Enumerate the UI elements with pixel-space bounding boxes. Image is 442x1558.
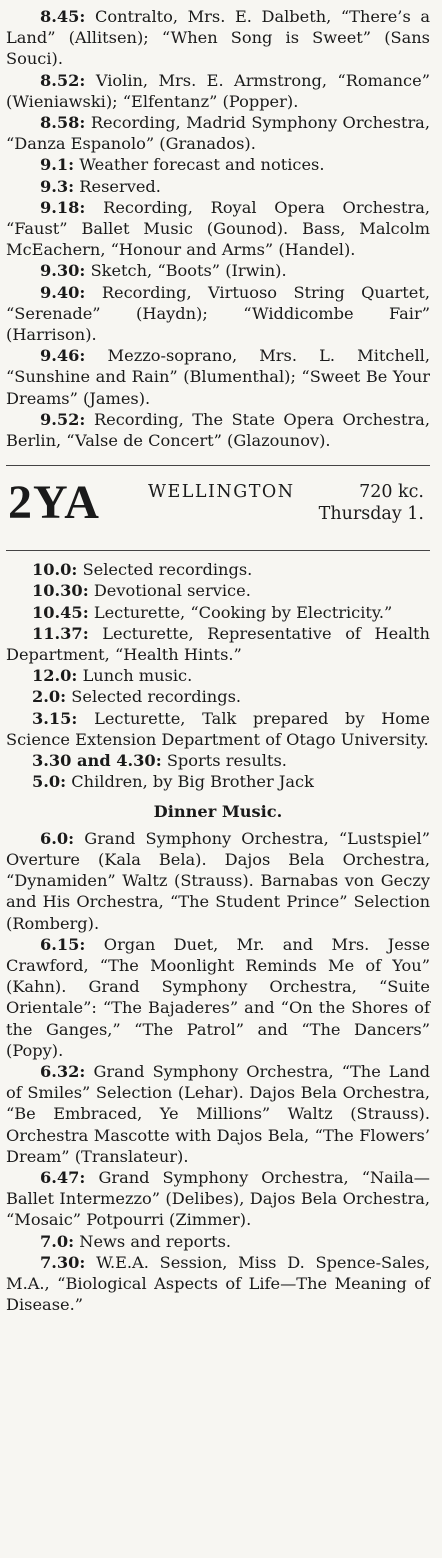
programme-entry [6,1231,430,1252]
station-city: WELLINGTON [148,482,295,503]
programme-entry [6,771,430,792]
programme-text: News and reports. [79,1231,232,1251]
programme-time: 9.1: [40,155,75,175]
programme-time: 7.30: [40,1252,86,1272]
programme-time: 3.15: [32,708,78,728]
programme-text: Recording, Madrid Symphony Orchestra, “Danza Espanolo” (Granados). [6,113,430,154]
programme-text: Reserved. [79,176,161,196]
station-callsign: 2YA [8,476,100,530]
programme-text: Recording, Royal Opera Orchestra, “Faust” Ballet Music (Gounod). Bass, Malcolm McEachern, “Honour and Arms” (Handel). [6,197,430,260]
programme-entry [6,580,430,601]
programme-entry [6,665,430,686]
programme-time: 9.3: [40,176,75,196]
programme-time: 2.0: [32,687,67,707]
programme-time: 10.0: [32,560,78,580]
programme-time: 9.18: [40,197,86,217]
programme-time: 10.45: [32,602,89,622]
programme-text: Sports results. [166,751,287,771]
programme-list-dinner [6,828,430,1316]
programme-entry [6,623,430,665]
programme-text: Devotional service. [93,581,251,601]
programme-text: Lecturette, Representative of Health Department, “Health Hints.” [6,623,430,665]
programme-time: 9.52: [40,409,86,429]
programme-entry [6,176,430,197]
programme-entry [6,828,430,934]
programme-text: Selected recordings. [71,687,242,707]
programme-time: 12.0: [32,666,78,686]
programme-time: 8.58: [40,113,86,133]
programme-time: 6.47: [40,1167,86,1187]
programme-text: Sketch, “Boots” (Irwin). [90,261,287,281]
programme-text: Violin, Mrs. E. Armstrong, “Romance” (Wieniawski); “Elfentanz” (Popper). [6,70,430,111]
broadcast-day: Thursday 1. [318,504,424,525]
programme-time: 5.0: [32,772,67,792]
programme-entry [6,70,430,112]
programme-entry [6,1061,430,1167]
station-frequency: 720 kc. [359,482,424,503]
programme-entry [6,708,430,750]
programme-time: 6.15: [40,934,86,954]
programme-entry [6,602,430,623]
programme-text: Recording, The State Opera Orchestra, Berlin, “Valse de Concert” (Glazounov). [6,409,430,451]
programme-entry [6,559,430,580]
programme-text: Selected recordings. [82,560,253,580]
programme-time: 9.30: [40,261,86,281]
programme-time: 11.37: [32,623,89,643]
programme-entry [6,1252,430,1316]
programme-text: Children, by Big Brother Jack [71,772,314,792]
programme-time: 6.0: [40,828,75,848]
programme-time: 9.46: [40,346,86,366]
programme-text: Organ Duet, Mr. and Mrs. Jesse Crawford, “The Moonlight Reminds Me of You” (Kahn). Grand Symphony Orchestra, “Suite Orientale”: “The Bajaderes” and “On the Shores of the Ganges,” “The Patrol” and “The Dancers” (Popy). [6,934,430,1060]
programme-text: Grand Symphony Orchestra, “The Land of Smiles” Selection (Lehar). Dajos Bela Orchestra, “Be Embraced, Ye Millions” Waltz (Strauss). Orchestra Mascotte with Dajos Bela, “The Flowers’ Dream” (Translateur). [6,1061,430,1166]
programme-entry [6,345,430,409]
programme-text: Mezzo-soprano, Mrs. L. Mitchell, “Sunshine and Rain” (Blumenthal); “Sweet Be Your Dreams” (James). [6,346,430,408]
programme-entry [6,934,430,1061]
programme-time: 7.0: [40,1231,75,1251]
programme-text: Lecturette, “Cooking by Electricity.” [93,602,393,622]
programme-entry [6,112,430,154]
programme-time: 8.52: [40,70,86,90]
programme-text: W.E.A. Session, Miss D. Spence-Sales, M.A., “Biological Aspects of Life—The Meaning of Disease.” [6,1252,430,1315]
programme-time: 6.32: [40,1061,86,1081]
programme-time: 10.30: [32,581,89,601]
programme-entry [6,282,430,346]
programme-text: Grand Symphony Orchestra, “Naila—Ballet Intermezzo” (Delibes), Dajos Bela Orchestra, “Mosaic” Potpourri (Zimmer). [6,1167,430,1230]
programme-entry [6,154,430,175]
programme-entry [6,1167,430,1231]
section-divider [6,550,430,551]
programme-text: Lecturette, Talk prepared by Home Science Extension Department of Otago University. [6,708,430,749]
programme-entry [6,686,430,707]
programme-text: Lunch music. [82,666,193,686]
programme-time: 8.45: [40,7,86,26]
programme-text: Grand Symphony Orchestra, “Lustspiel” Overture (Kala Bela). Dajos Bela Orchestra, “Dynamiden” Waltz (Strauss). Barnabas von Geczy and His Orchestra, “The Student Prince” Selection (Romberg). [6,828,430,933]
programme-list-evening [6,6,430,451]
programme-time: 3.30 and 4.30: [32,751,162,771]
programme-entry [6,409,430,451]
programme-entry [6,750,430,771]
section-divider [6,465,430,466]
programme-entry [6,6,430,70]
programme-text: Weather forecast and notices. [79,155,325,175]
station-header [6,476,430,532]
programme-text: Recording, Virtuoso String Quartet, “Serenade” (Haydn); “Widdicombe Fair” (Harrison). [6,282,430,345]
section-subheading: Dinner Music. [153,801,283,821]
programme-entry [6,260,430,281]
programme-list-day [6,559,430,792]
programme-entry [6,197,430,261]
programme-column [0,6,434,1315]
programme-time: 9.40: [40,282,86,302]
programme-text: Contralto, Mrs. E. Dalbeth, “There’s a Land” (Allitsen); “When Song is Sweet” (Sans Souci). [6,7,430,69]
